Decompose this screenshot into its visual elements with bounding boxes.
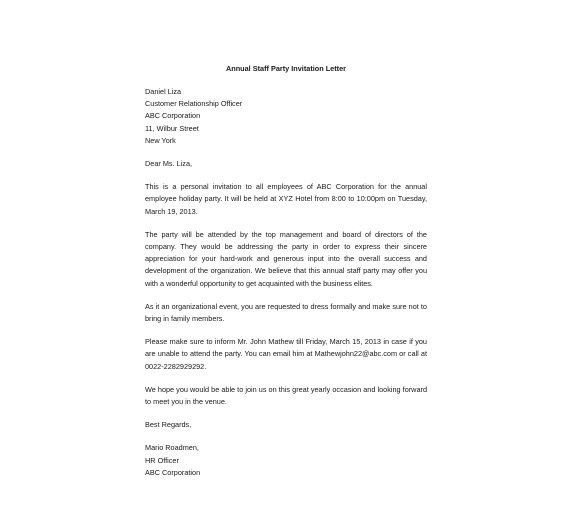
sender-block xyxy=(145,86,427,147)
closing: Best Regards, xyxy=(145,420,192,430)
sender-name: Daniel Liza xyxy=(145,87,182,96)
paragraph-closing-wish: We hope you would be able to join us on this great yearly occasion and looking forward to meet you in the venue. xyxy=(145,384,427,407)
sender-company: ABC Corporation xyxy=(145,111,201,121)
paragraph-dress-code: As it an organizational event, you are requested to dress formally and make sure not to bring in family members. xyxy=(145,301,427,324)
sender-role: Customer Relationship Officer xyxy=(145,99,243,109)
signature-name: Mario Roadmen, xyxy=(145,443,199,453)
salutation: Dear Ms. Liza, xyxy=(145,159,193,169)
letter-title: Annual Staff Party Invitation Letter xyxy=(225,64,346,73)
paragraph-rsvp: Please make sure to inform Mr. John Mathew till Friday, March 15, 2013 in case if you are unable to attend the party. You can email him at Mathewjohn22@abc.com or call at 0022-2282929292. xyxy=(145,337,427,371)
signature-block xyxy=(145,442,427,479)
sender-street: 11, Wilbur Street xyxy=(145,123,199,133)
letter-body xyxy=(145,86,427,479)
paragraph-attendance: The party will be attended by the top management and board of directors of the company. They would be addressing the party in order to express their sincere appreciation for your hard-work and generous input into the overall success and development of the organization. We believe that this annual staff party may offer you with a wonderful opportunity to get acquainted with the business elites. xyxy=(145,229,427,288)
signature-role: HR Officer xyxy=(145,455,179,465)
paragraph-invitation: This is a personal invitation to all employees of ABC Corporation for the annual employee holiday party. It will be held at XYZ Hotel from 8:00 to 10:00pm on Tuesday, March 19, 2013. xyxy=(145,182,427,216)
signature-company: ABC Corporation xyxy=(145,467,201,477)
sender-city: New York xyxy=(145,135,176,145)
